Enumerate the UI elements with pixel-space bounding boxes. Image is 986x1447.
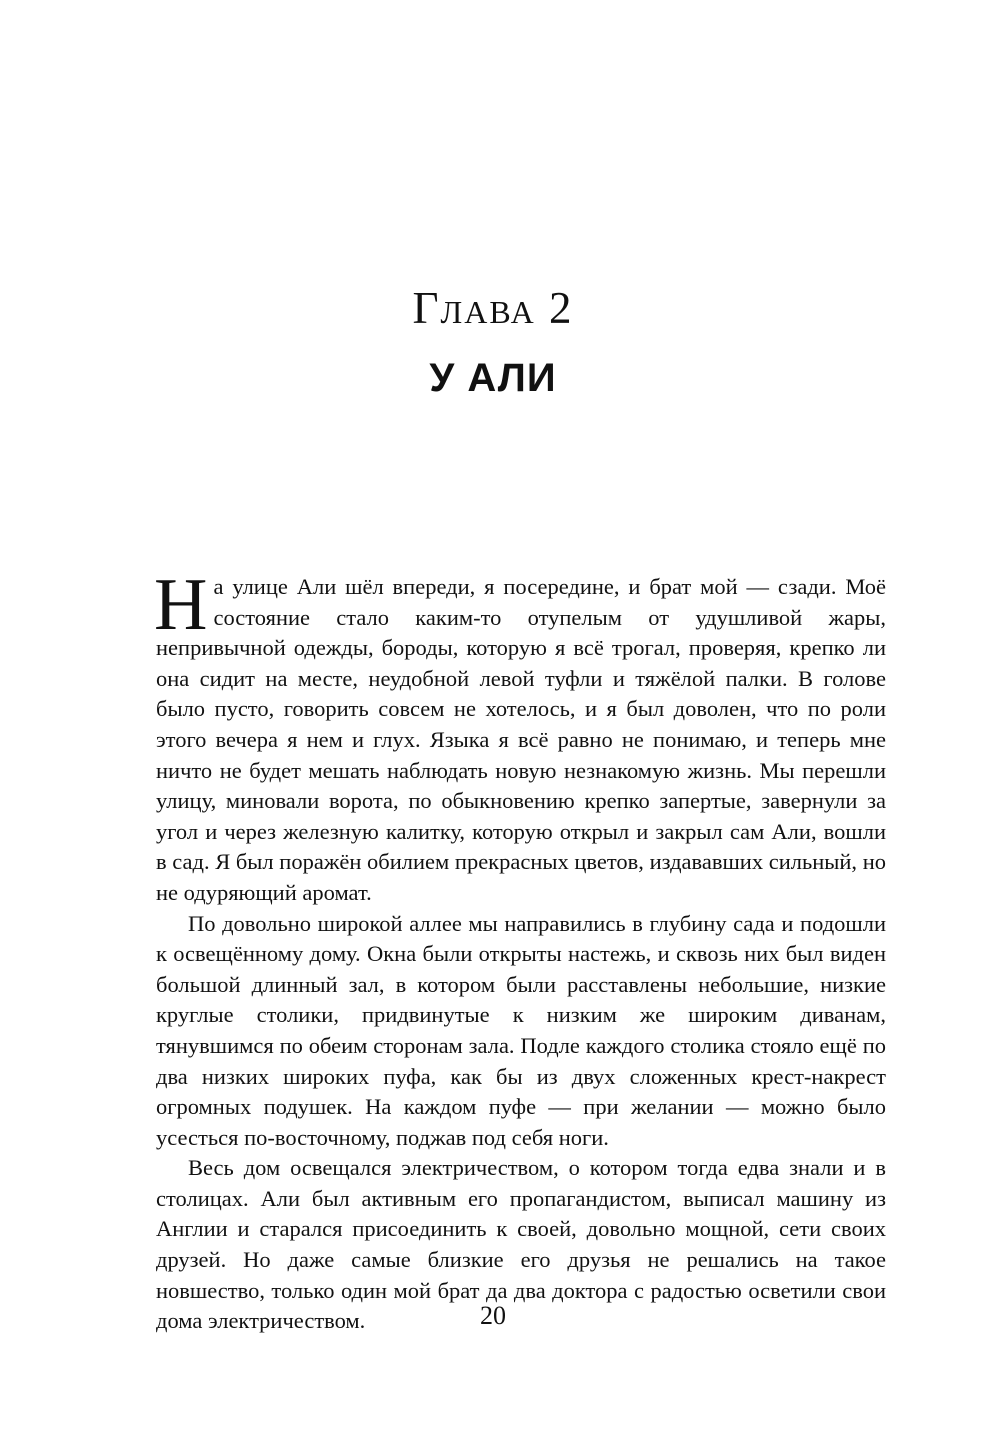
body-text	[154, 564, 886, 1337]
chapter-label: Глава 2	[412, 283, 574, 333]
paragraph-1	[154, 564, 886, 909]
paragraph-3: Весь дом освещался электричеством, о котором тогда едва знали и в столицах. Али был активным его пропагандистом, выписал машину из Англии и старался присоединить к своей, довольно мощной, сети своих друзей. Но даже самые близкие его друзья не решались на такое новшество, только один мой брат да два доктора с радостью осветили свои дома электричеством.	[156, 1155, 886, 1334]
drop-cap: Н	[154, 564, 208, 646]
paragraph-2: По довольно широкой аллее мы направились в глубину сада и подошли к освещённому дому. Окна были открыты настежь, и сквозь них был виден большой длинный зал, в котором были расставлены небольшие, низкие круглые столики, придвинутые к низким же широким диванам, тянувшимся по обеим сторонам зала. Подле каждого столика стояло ещё по два низких широких пуфа, как бы из двух сложенных крест-накрест огромных подушек. На каждом пуфе — при желании — можно было усесться по-восточному, поджав под себя ноги.	[156, 910, 886, 1150]
chapter-title: У АЛИ	[429, 356, 557, 400]
page-number: 20	[480, 1301, 506, 1330]
paragraph-1-text: а улице Али шёл впереди, я посередине, и брат мой — сзади. Моё состояние стало каким-то отупелым от удушливой жары, непривычной одежды, бороды, которую я всё трогал, проверяя, крепко ли она сидит на месте, неудобной левой туфли и тяжёлой палки. В голове было пусто, говорить совсем не хотелось, и я был доволен, что по роли этого вечера я нем и глух. Языка я всё равно не понимаю, и теперь мне ничто не будет мешать наблюдать новую незнакомую жизнь. Мы перешли улицу, миновали ворота, по обыкновению крепко запертые, завернули за угол и через железную калитку, которую открыл и закрыл сам Али, вошли в сад. Я был поражён обилием прекрасных цветов, издававших сильный, но не одуряющий аромат.	[156, 574, 886, 905]
